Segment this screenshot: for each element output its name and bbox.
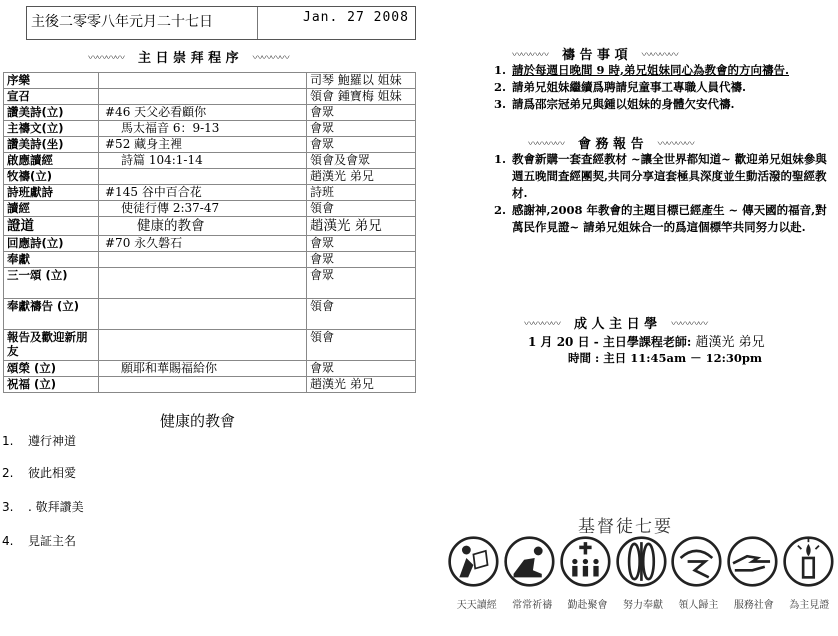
sunday-school-line: 1 月 20 日 - 主日學課程老師: 趙漢光 弟兄 [528, 335, 765, 350]
program-row [4, 89, 416, 105]
church-gathering-icon [559, 535, 612, 588]
program-person-cell: 領會 [307, 330, 416, 361]
program-person-cell: 會眾 [307, 252, 416, 268]
essential-label: 努力奉獻 [622, 600, 663, 611]
program-content-cell: 健康的教會 [99, 217, 307, 236]
program-content-cell [99, 73, 307, 89]
program-row [4, 377, 416, 393]
program-content-cell: #70 永久磐石 [99, 236, 307, 252]
program-content-cell [99, 330, 307, 361]
program-person-cell: 會眾 [307, 236, 416, 252]
program-person-cell: 會眾 [307, 268, 416, 299]
outline-point-1: 1. 遵行神道 [2, 434, 77, 448]
candle-witness-icon [782, 535, 835, 588]
outline-point-3: 3. . 敬拜讚美 [2, 500, 84, 514]
essential-label: 領人歸主 [678, 600, 719, 611]
program-item-cell: 讀經 [4, 201, 99, 217]
program-content-cell: 詩篇 104:1-14 [99, 153, 307, 169]
program-content-cell [99, 299, 307, 330]
program-content-cell: 馬太福音 6：9-13 [99, 121, 307, 137]
header-divider [257, 7, 258, 39]
program-person-cell: 領會 [307, 201, 416, 217]
program-content-cell: #52 藏身主裡 [99, 137, 307, 153]
program-item-cell: 三一頌 (立) [4, 268, 99, 299]
program-row [4, 217, 416, 236]
date-chinese: 主後二零零八年元月二十七日 [31, 14, 213, 30]
program-item-cell: 祝福 (立) [4, 377, 99, 393]
bible-reading-icon [447, 535, 500, 588]
program-item-cell: 讚美詩(立) [4, 105, 99, 121]
program-row [4, 361, 416, 377]
program-person-cell: 會眾 [307, 121, 416, 137]
sermon-outline-title: 健康的教會 [160, 412, 236, 430]
program-row [4, 299, 416, 330]
essentials-labels [449, 596, 837, 611]
program-item-cell: 奉獻禱告 (立) [4, 299, 99, 330]
program-person-cell: 司琴 鮑羅以 姐妹 [307, 73, 416, 89]
program-item-cell: 詩班獻詩 [4, 185, 99, 201]
program-person-cell: 會眾 [307, 361, 416, 377]
sunday-school-teacher: 趙漢光 弟兄 [695, 335, 765, 350]
program-item-cell: 主禱文(立) [4, 121, 99, 137]
date-english: Jan. 27 2008 [303, 10, 409, 25]
program-item-cell: 啟應讀經 [4, 153, 99, 169]
program-row [4, 268, 416, 299]
essential-label: 常常祈禱 [512, 600, 553, 611]
program-content-cell: #46 天父必看顧你 [99, 105, 307, 121]
program-row [4, 73, 416, 89]
program-row [4, 105, 416, 121]
news-list [494, 151, 834, 236]
program-person-cell: 會眾 [307, 105, 416, 121]
program-item-cell: 證道 [4, 217, 99, 236]
leading-to-christ-icon [670, 535, 723, 588]
program-person-cell: 領會 鍾寶梅 姐妹 [307, 89, 416, 105]
program-row [4, 185, 416, 201]
news-item: 2. 感謝神,2008 年教會的主題目標已經產生 ~ 傳天國的福音,對萬民作見證~ 請弟兄姐妹合一的爲這個標竿共同努力以赴. [494, 203, 827, 234]
serving-society-icon [726, 535, 779, 588]
program-content-cell: #145 谷中百合花 [99, 185, 307, 201]
ornament-right: 〰〰〰〰 [252, 53, 289, 64]
program-row [4, 330, 416, 361]
prayer-item: 2. 請弟兄姐妹繼續爲聘請兒童事工專職人員代禱. [494, 80, 747, 94]
outline-point-4: 4. 見証主名 [2, 534, 77, 548]
essential-label: 天天讀經 [456, 600, 497, 611]
program-title: 主 日 崇 拜 程 序 [138, 51, 239, 66]
program-item-cell: 頌榮 (立) [4, 361, 99, 377]
program-row [4, 137, 416, 153]
program-person-cell: 會眾 [307, 137, 416, 153]
program-person-cell: 領會及會眾 [307, 153, 416, 169]
program-item-cell: 序樂 [4, 73, 99, 89]
news-title-bar: 〰〰〰〰 會 務 報 告 〰〰〰〰 [528, 133, 694, 152]
prayer-item: 1. 請於每週日晚間 9 時,弟兄姐妹同心為教會的方向禱告. [494, 63, 790, 77]
program-content-cell: 願耶和華賜福給你 [99, 361, 307, 377]
sunday-school-time: 時間 : 主日 11:45am － 12:30pm [568, 351, 763, 365]
essentials-title: 基督徒七要 [578, 517, 673, 537]
program-row [4, 252, 416, 268]
program-person-cell: 詩班 [307, 185, 416, 201]
program-person-cell: 趙漢光 弟兄 [307, 217, 416, 236]
worship-program-table [3, 72, 416, 393]
program-item-cell: 奉獻 [4, 252, 99, 268]
prayer-item: 3. 請爲邵宗冠弟兄與鍾以姐妹的身體欠安代禱. [494, 97, 735, 111]
kneeling-prayer-icon [503, 535, 556, 588]
program-row [4, 153, 416, 169]
essential-label: 服務社會 [733, 600, 774, 611]
program-content-cell [99, 169, 307, 185]
program-row [4, 121, 416, 137]
program-row [4, 201, 416, 217]
essential-label: 為主見證 [789, 600, 830, 611]
program-row [4, 236, 416, 252]
sunday-school-title: 成 人 主 日 學 [574, 317, 658, 332]
prayer-title-bar: 〰〰〰〰 禱 告 事 項 〰〰〰〰 [512, 44, 678, 63]
program-content-cell [99, 268, 307, 299]
prayer-title: 禱 告 事 項 [562, 48, 628, 63]
program-item-cell: 回應詩(立) [4, 236, 99, 252]
news-title: 會 務 報 告 [578, 137, 644, 152]
outline-point-2: 2. 彼此相愛 [2, 466, 77, 480]
sunday-school-title-bar: 〰〰〰〰 成 人 主 日 學 〰〰〰〰 [524, 313, 707, 332]
news-item: 1. 教會新購一套查經教材 ~讓全世界都知道~ 歡迎弟兄姐妹參與週五晚間查經團契,共同分享這套極具深度並生動活潑的聖經教材. [494, 152, 827, 200]
program-content-cell [99, 252, 307, 268]
program-item-cell: 讚美詩(坐) [4, 137, 99, 153]
program-content-cell [99, 89, 307, 105]
program-item-cell: 牧禱(立) [4, 169, 99, 185]
program-content-cell [99, 377, 307, 393]
essential-label: 勤赴聚會 [567, 600, 608, 611]
prayer-list [494, 62, 834, 113]
program-person-cell: 趙漢光 弟兄 [307, 169, 416, 185]
program-title-bar [88, 47, 289, 66]
program-person-cell: 趙漢光 弟兄 [307, 377, 416, 393]
ornament-left: 〰〰〰〰 [88, 53, 124, 64]
offering-icon [615, 535, 668, 588]
program-person-cell: 領會 [307, 299, 416, 330]
date-header [26, 6, 416, 40]
essentials-icon-row [447, 535, 835, 595]
program-row [4, 169, 416, 185]
program-item-cell: 報告及歡迎新朋友 [4, 330, 99, 361]
program-content-cell: 使徒行傳 2:37-47 [99, 201, 307, 217]
program-item-cell: 宣召 [4, 89, 99, 105]
